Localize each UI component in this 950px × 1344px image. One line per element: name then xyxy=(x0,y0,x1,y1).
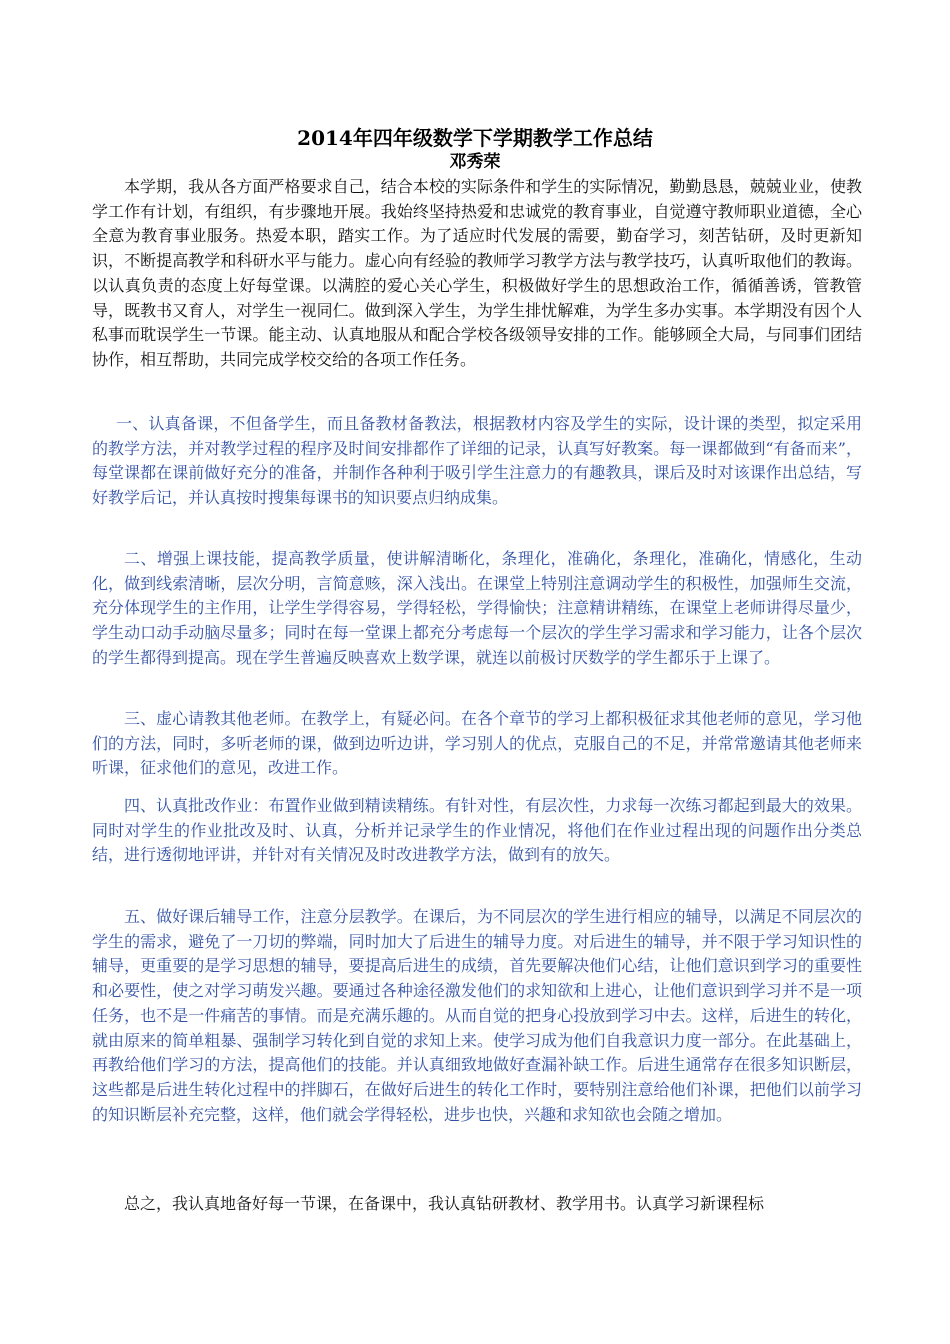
paragraph-section-4: 四、认真批改作业：布置作业做到精读精练。有针对性，有层次性，力求每一次练习都起到最大的效果。同时对学生的作业批改及时、认真，分析并记录学生的作业情况，将他们在作业过程出现的问题作出分类总结，进行透彻地评讲，并针对有关情况及时改进教学方法，做到有的放矢。 xyxy=(92,796,862,865)
paragraph-conclusion: 总之，我认真地备好每一节课，在备课中，我认真钻研教材、教学用书。认真学习新课程标 xyxy=(124,1194,765,1213)
paragraph-section-3: 三、虚心请教其他老师。在教学上，有疑必问。在各个章节的学习上都积极征求其他老师的意见，学习他们的方法，同时，多听老师的课，做到边听边讲，学习别人的优点，克服自己的不足，并常常邀请其他老师来听课，征求他们的意见，改进工作。 xyxy=(92,709,862,778)
paragraph-section-1: 一、认真备课，不但备学生，而且备教材备教法，根据教材内容及学生的实际，设计课的类型，拟定采用的教学方法，并对教学过程的程序及时间安排都作了详细的记录，认真写好教案。每一课都做到“有备而来”， 每堂课都在课前做好充分的准备，并制作各种利于吸引学生注意力的有趣教具，课后及时对该课作出总结，写好教学后记，并认真按时搜集每课书的知识要点归纳成集。 xyxy=(92,414,862,508)
document-title: 2014年四年级数学下学期教学工作总结 xyxy=(297,126,653,150)
paragraph-intro: 本学期，我从各方面严格要求自己，结合本校的实际条件和学生的实际情况，勤勤恳恳，兢兢业业，使教学工作有计划，有组织，有步骤地开展。我始终坚持热爱和忠诚党的教育事业，自觉遵守教师职业道德，全心全意为教育事业服务。热爱本职，踏实工作。为了适应时代发展的需要，勤奋学习，刻苦钻研，及时更新知识，不断提高教学和科研水平与能力。虚心向有经验的教师学习教学方法与教学技巧，认真听取他们的教诲。以认真负责的态度上好每堂课。以满腔的爱心关心学生，积极做好学生的思想政治工作，循循善诱，管教管导，既教书又育人，对学生一视同仁。做到深入学生，为学生排忧解难，为学生多办实事。本学期没有因个人私事而耽误学生一节课。能主动、认真地服从和配合学校各级领导安排的工作。能够顾全大局，与同事们团结协作，相互帮助，共同完成学校交给的各项工作任务。 xyxy=(92,177,862,369)
paragraph-section-2: 二、增强上课技能，提高教学质量，使讲解清晰化，条理化，准确化，条理化，准确化，情感化，生动化，做到线索清晰，层次分明，言简意赅，深入浅出。在课堂上特别注意调动学生的积极性，加强师生交流，充分体现学生的主作用，让学生学得容易，学得轻松，学得愉快；注意精讲精练，在课堂上老师讲得尽量少，学生动口动手动脑尽量多；同时在每一堂课上都充分考虑每一个层次的学生学习需求和学习能力，让各个层次的学生都得到提高。现在学生普遍反映喜欢上数学课，就连以前极讨厌数学的学生都乐于上课了。 xyxy=(92,549,862,667)
paragraph-section-5: 五、做好课后辅导工作，注意分层教学。在课后，为不同层次的学生进行相应的辅导，以满足不同层次的学生的需求，避免了一刀切的弊端，同时加大了后进生的辅导力度。对后进生的辅导，并不限于学习知识性的辅导，更重要的是学习思想的辅导，要提高后进生的成绩，首先要解决他们心结，让他们意识到学习的重要性和必要性，使之对学习萌发兴趣。要通过各种途径激发他们的求知欲和上进心，让他们意识到学习并不是一项任务，也不是一件痛苦的事情。而是充满乐趣的。从而自觉的把身心投放到学习中去。这样，后进生的转化，就由原来的简单粗暴、强制学习转化到自觉的求知上来。使学习成为他们自我意识力度一部分。在此基础上，再教给他们学习的方法，提高他们的技能。并认真细致地做好查漏补缺工作。后进生通常存在很多知识断层，这些都是后进生转化过程中的拌脚石，在做好后进生的转化工作时，要特别注意给他们补课，把他们以前学习的知识断层补充完整，这样，他们就会学得轻松，进步也快，兴趣和求知欲也会随之增加。 xyxy=(92,907,862,1124)
author-name: 邓秀荣 xyxy=(449,152,501,172)
